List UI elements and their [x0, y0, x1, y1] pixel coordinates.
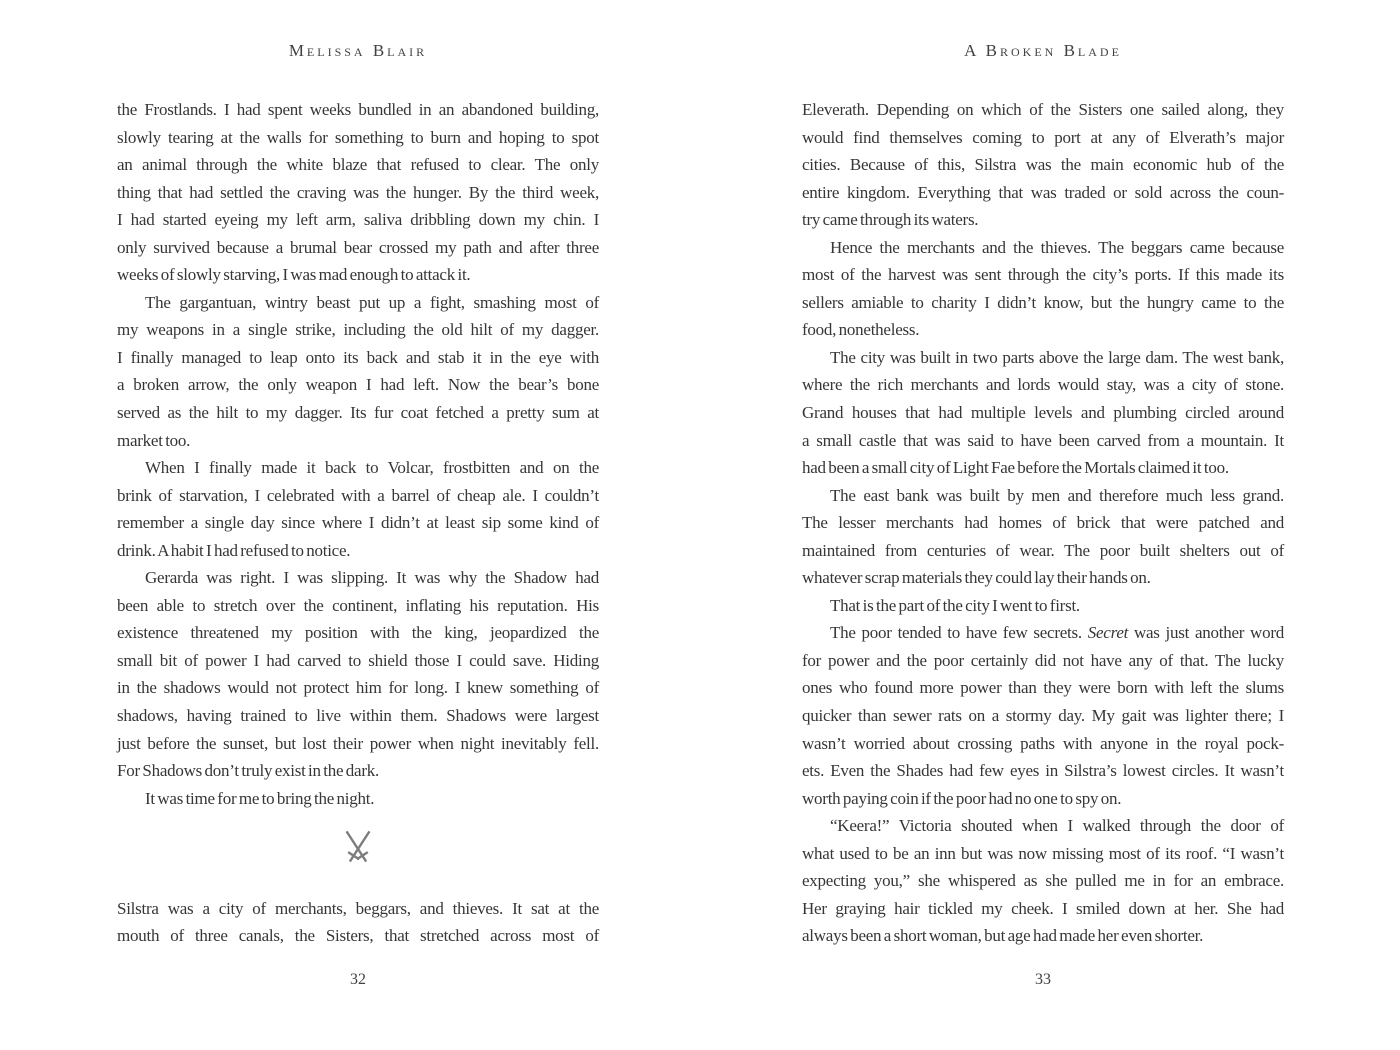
text-line: That is the part of the city I went to first.: [830, 595, 1080, 615]
text-line: sellers amiable to charity I didn’t know, but the hungry came to the: [802, 292, 1284, 312]
paragraph: [802, 812, 1284, 950]
text-line: maintained from centuries of wear. The poor built shelters out of: [802, 540, 1284, 560]
text-line: entire kingdom. Everything that was traded or sold across the coun-: [802, 182, 1284, 202]
text-line: The city was built in two parts above the large dam. The west bank,: [830, 347, 1284, 367]
text-line: Eleverath. Depending on which of the Sisters one sailed along, they: [802, 100, 1284, 119]
text-line: what used to be an inn but was now missing most of its roof. “I wasn’t: [802, 843, 1284, 863]
crossed-swords-icon: [339, 826, 377, 881]
text-line: ets. Even the Shades had few eyes in Silstra’s lowest circles. It wasn’t: [802, 761, 1284, 781]
text-line: It was time for me to bring the night.: [145, 788, 375, 808]
page-text: [802, 96, 1284, 950]
text-line: been able to stretch over the continent, inflating his reputation. His: [117, 595, 599, 615]
running-head-author: Melissa Blair: [288, 41, 428, 60]
text-line: Silstra was a city of merchants, beggars, and thieves. It sat at the: [117, 898, 599, 918]
paragraph: [802, 344, 1284, 482]
text-line: brink of starvation, I celebrated with a barrel of cheap ale. I couldn’t: [117, 485, 599, 505]
section-separator: [117, 812, 599, 895]
text-line: Grand houses that had multiple levels and plumbing circled around: [802, 403, 1284, 423]
text-line: whatever scrap materials they could lay their hands on.: [802, 568, 1151, 588]
text-line: the Frostlands. I had spent weeks bundled in an abandoned building,: [117, 100, 599, 119]
text-line: a small castle that was said to have been carved from a mountain. It: [802, 430, 1284, 450]
text-line: cities. Because of this, Silstra was the main economic hub of the: [802, 155, 1284, 175]
text-line: had been a small city of Light Fae before the Mortals claimed it too.: [802, 458, 1229, 478]
text-line: a broken arrow, the only weapon I had left. Now the bear’s bone: [117, 375, 599, 395]
text-line: Hence the merchants and the thieves. The beggars came because: [830, 237, 1284, 257]
text-line: where the rich merchants and lords would stay, was a city of stone.: [802, 375, 1284, 395]
paragraph: [117, 785, 599, 813]
text-line: wasn’t worried about crossing paths with anyone in the royal pock-: [802, 733, 1284, 753]
text-line: mouth of three canals, the Sisters, that stretched across most of: [117, 926, 599, 946]
text-line: “Keera!” Victoria shouted when I walked through the door of: [830, 816, 1284, 836]
text-line: The lesser merchants had homes of brick that were patched and: [802, 513, 1284, 533]
text-line: for power and the poor certainly did not have any of that. The lucky: [802, 650, 1284, 670]
paragraph: [802, 96, 1284, 234]
paragraph: [117, 96, 599, 289]
paragraph: [802, 619, 1284, 812]
text-line: remember a single day since where I didn’t at least sip some kind of: [117, 513, 599, 533]
text-line: ones who found more power than they were born with left the slums: [802, 678, 1284, 698]
text-line: in the shadows would not protect him for long. I knew something of: [117, 678, 599, 698]
running-head-title: A Broken Blade: [964, 41, 1122, 60]
text-line: The gargantuan, wintry beast put up a fight, smashing most of: [145, 292, 599, 312]
text-line: market too.: [117, 430, 191, 450]
text-line: drink. A habit I had refused to notice.: [117, 540, 351, 560]
page-number: 33: [1035, 971, 1051, 988]
text-line: always been a short woman, but age had made her even shorter.: [802, 926, 1204, 946]
text-line: small bit of power I had carved to shield those I could save. Hiding: [117, 650, 599, 670]
text-line: For Shadows don’t truly exist in the dark.: [117, 761, 379, 781]
text-line: existence threatened my position with the king, jeopardized the: [117, 623, 599, 643]
paragraph: [117, 289, 599, 454]
text-line: weeks of slowly starving, I was mad enough to attack it.: [117, 265, 471, 285]
paragraph: [802, 234, 1284, 344]
text-line: Her graying hair tickled my cheek. I smiled down at her. She had: [802, 898, 1284, 918]
text-line: When I finally made it back to Volcar, frostbitten and on the: [145, 458, 599, 478]
page-right: [802, 0, 1284, 1050]
text-line: Gerarda was right. I was slipping. It was why the Shadow had: [145, 568, 599, 588]
text-line: worth paying coin if the poor had no one to spy on.: [802, 788, 1122, 808]
text-line: would find themselves coming to port at any of Elverath’s major: [802, 127, 1284, 147]
page-left: [117, 0, 599, 1050]
paragraph: [117, 895, 599, 950]
paragraph: [802, 482, 1284, 592]
text-line: served as the hilt to my dagger. Its fur coat fetched a pretty sum at: [117, 403, 599, 423]
text-line: food, nonetheless.: [802, 320, 920, 340]
text-line: expecting you,” she whispered as she pulled me in for an embrace.: [802, 871, 1284, 891]
page-number: 32: [350, 971, 366, 988]
text-line: I finally managed to leap onto its back and stab it in the eye with: [117, 347, 599, 367]
text-line: The east bank was built by men and therefore much less grand.: [830, 485, 1284, 505]
page-text: [117, 96, 599, 950]
text-line: try came through its waters.: [802, 210, 979, 230]
text-line: thing that had settled the craving was the hunger. By the third week,: [117, 182, 599, 202]
text-line: just before the sunset, but lost their power when night inevitably fell.: [117, 733, 599, 753]
paragraph: [117, 564, 599, 784]
text-line: quicker than sewer rats on a stormy day. My gait was lighter there; I: [802, 706, 1284, 726]
text-line: my weapons in a single strike, including the old hilt of my dagger.: [117, 320, 599, 340]
text-line: an animal through the white blaze that refused to clear. The only: [117, 155, 599, 175]
text-line: shadows, having trained to live within them. Shadows were largest: [117, 706, 599, 726]
paragraph: [117, 454, 599, 564]
text-line: The poor tended to have few secrets. Secret was just another word: [830, 623, 1284, 643]
text-line: most of the harvest was sent through the city’s ports. If this made its: [802, 265, 1284, 285]
paragraph: [802, 592, 1284, 620]
text-line: I had started eyeing my left arm, saliva dribbling down my chin. I: [117, 210, 599, 230]
text-line: only survived because a brumal bear crossed my path and after three: [117, 237, 599, 257]
text-line: slowly tearing at the walls for something to burn and hoping to spot: [117, 127, 599, 147]
